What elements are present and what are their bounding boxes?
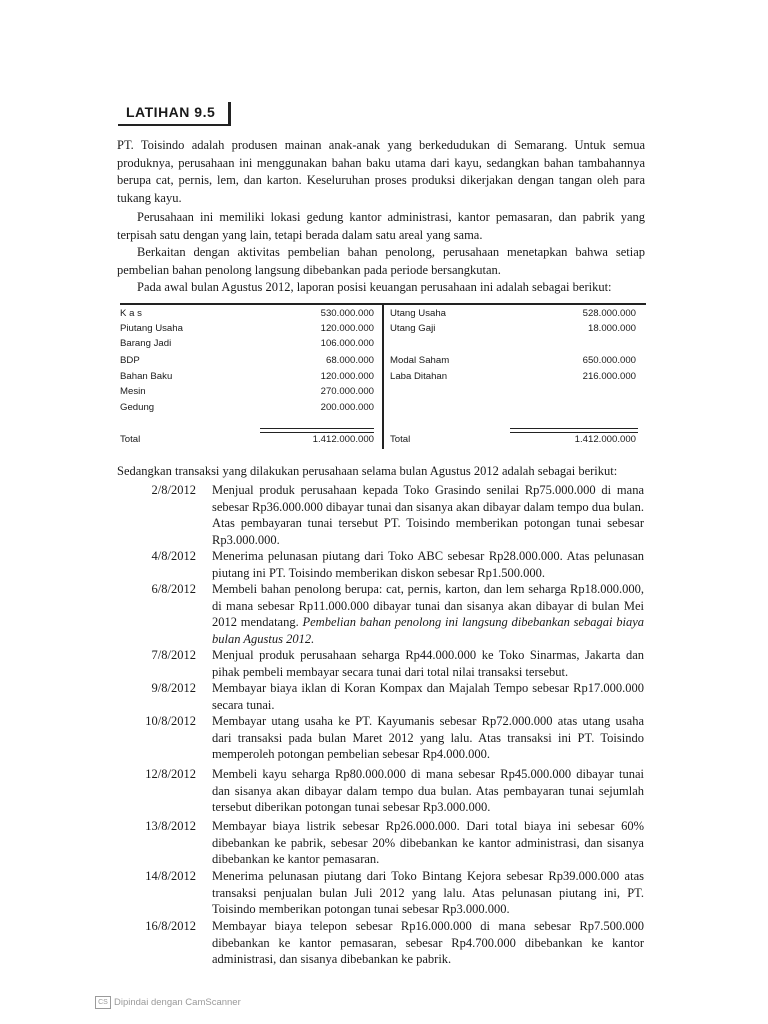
transaction-text: Membayar biaya listrik sebesar Rp26.000.000. Dari total biaya ini sebesar 60% dibebankan ke pabrik, sebesar 20% dibebankan ke kantor administrasi, dan sisanya dibebankan ke kantor pemasaran. xyxy=(212,819,644,866)
asset-row xyxy=(120,322,382,335)
liability-amount: 528.000.000 xyxy=(582,308,636,319)
asset-amount: 120.000.000 xyxy=(320,371,374,382)
transaction-date: 16/8/2012 xyxy=(145,919,196,933)
asset-total-amount: 1.412.000.000 xyxy=(312,434,374,445)
asset-amount: 68.000.000 xyxy=(325,355,374,366)
asset-amount: 106.000.000 xyxy=(320,338,374,349)
asset-row xyxy=(120,307,382,320)
transaction-date: 2/8/2012 xyxy=(151,483,196,497)
liability-amount: 650.000.000 xyxy=(582,355,636,366)
transaction-text: Menerima pelunasan piutang dari Toko Bintang Kejora sebesar Rp39.000.000 atas transaksi penjualan bulan Juli 2012 yang lalu. Atas pelunasan piutang ini, PT. Toisindo memberikan potongan tunai sebesar Rp3.000.000. xyxy=(212,869,644,916)
liability-total-label: Total xyxy=(390,434,411,445)
asset-amount: 270.000.000 xyxy=(320,386,374,397)
scanner-watermark xyxy=(95,996,241,1009)
transaction-date: 10/8/2012 xyxy=(145,714,196,728)
exercise-title: LATIHAN 9.5 xyxy=(126,104,216,120)
asset-label: Piutang Usaha xyxy=(120,323,183,334)
liability-row xyxy=(390,370,646,383)
balance-sheet xyxy=(120,303,646,449)
transaction-date: 9/8/2012 xyxy=(151,681,196,695)
liability-total-row xyxy=(390,433,646,446)
paragraph-policy: Berkaitan dengan aktivitas pembelian bahan penolong, perusahaan menetapkan bahwa setiap pembelian bahan penolong langsung dibebankan pada periode bersangkutan. xyxy=(117,245,645,277)
transaction-text-main: Membeli bahan penolong berupa: cat, pernis, karton, dan lem seharga Rp18.000.000, di mana sebesar Rp11.000.000 dibayar tunai dan sisanya akan dibayar di bulan Mei 2012 mendatang. xyxy=(212,582,644,629)
transaction-date: 6/8/2012 xyxy=(151,582,196,596)
asset-label: Barang Jadi xyxy=(120,338,172,349)
transaction-text xyxy=(212,581,644,647)
asset-label: K a s xyxy=(120,308,142,319)
exercise-heading xyxy=(118,102,231,126)
transaction-text: Menjual produk perusahaan seharga Rp44.000.000 ke Toko Sinarmas, Jakarta dan pihak pembeli membayar secara tunai dari total nilai transaksi tersebut. xyxy=(212,648,644,679)
transaction-text: Menjual produk perusahaan kepada Toko Grasindo senilai Rp75.000.000 di mana sebesar Rp36.000.000 dibayar tunai dan sisanya akan dibayar dalam tempo dua bulan. Atas pembayaran tunai tersebut PT. Toisindo memberikan potongan tunai sebesar Rp3.000.000. xyxy=(212,483,644,547)
asset-amount: 120.000.000 xyxy=(320,323,374,334)
balance-sheet-divider xyxy=(382,303,384,449)
transaction-text: Membayar biaya telepon sebesar Rp16.000.000 di mana sebesar Rp7.500.000 dibebankan ke kantor pemasaran, sebesar Rp4.700.000 dibebankan ke kantor administrasi, dan sisanya dibebankan ke pabrik. xyxy=(212,919,644,966)
asset-row xyxy=(120,401,382,414)
paragraph-intro: PT. Toisindo adalah produsen mainan anak-anak yang berkedudukan di Semarang. Untuk semua produknya, perusahaan ini menggunakan bahan baku utama dari kayu, sedangkan bahan tambahannya berupa cat, pernis, lem, dan karton. Keseluruhan proses produksi dikerjakan dengan tangan oleh para tukang kayu. xyxy=(117,138,645,205)
liability-row xyxy=(390,322,646,335)
transaction-date: 12/8/2012 xyxy=(145,767,196,781)
paragraph-balance-intro: Pada awal bulan Agustus 2012, laporan posisi keuangan perusahaan ini adalah sebagai berikut: xyxy=(137,280,612,294)
liability-amount: 18.000.000 xyxy=(587,323,636,334)
transaction-text: Membeli kayu seharga Rp80.000.000 di mana sebesar Rp45.000.000 dibayar tunai dan sisanya akan dibayar dalam tempo dua bulan. Atas pembayaran tunai sejumlah tersebut diberikan potongan tunai sebesar Rp3.000.000. xyxy=(212,767,644,814)
liability-total-amount: 1.412.000.000 xyxy=(574,434,636,445)
transaction-text: Membayar biaya iklan di Koran Kompax dan Majalah Tempo sebesar Rp17.000.000 secara tunai. xyxy=(212,681,644,712)
asset-amount: 200.000.000 xyxy=(320,402,374,413)
asset-row xyxy=(120,385,382,398)
transaction-text: Membayar utang usaha ke PT. Kayumanis sebesar Rp72.000.000 atas utang usaha dari transaksi pada bulan Maret 2012 yang lalu. Atas transaksi ini PT. Toisindo memperoleh potongan pembelian sebesar Rp4.000.000. xyxy=(212,714,644,761)
asset-row xyxy=(120,337,382,350)
liability-label: Utang Usaha xyxy=(390,308,446,319)
asset-amount: 530.000.000 xyxy=(320,308,374,319)
liability-label: Laba Ditahan xyxy=(390,371,448,382)
liability-label: Modal Saham xyxy=(390,355,450,366)
transactions-intro: Sedangkan transaksi yang dilakukan perusahaan selama bulan Agustus 2012 adalah sebagai berikut: xyxy=(117,464,618,478)
transaction-date: 14/8/2012 xyxy=(145,869,196,883)
transaction-date: 13/8/2012 xyxy=(145,819,196,833)
asset-total-row xyxy=(120,433,382,446)
liability-row xyxy=(390,354,646,367)
asset-label: BDP xyxy=(120,355,140,366)
transaction-date: 7/8/2012 xyxy=(151,648,196,662)
asset-row xyxy=(120,370,382,383)
liability-label: Utang Gaji xyxy=(390,323,436,334)
transaction-date: 4/8/2012 xyxy=(151,549,196,563)
camscanner-icon: CS xyxy=(95,996,111,1009)
transaction-text: Menerima pelunasan piutang dari Toko ABC sebesar Rp28.000.000. Atas pelunasan piutang ini PT. Toisindo memberikan diskon sebesar Rp1.500.000. xyxy=(212,549,644,580)
asset-row xyxy=(120,354,382,367)
transaction-note: Pembelian bahan penolong ini langsung dibebankan sebagai biaya bulan Agustus 2012. xyxy=(212,615,645,646)
asset-label: Gedung xyxy=(120,402,155,413)
liability-row xyxy=(390,307,646,320)
asset-total-label: Total xyxy=(120,434,141,445)
asset-label: Mesin xyxy=(120,386,146,397)
asset-label: Bahan Baku xyxy=(120,371,173,382)
scanner-watermark-text: Dipindai dengan CamScanner xyxy=(114,997,241,1009)
liability-amount: 216.000.000 xyxy=(582,371,636,382)
paragraph-location: Perusahaan ini memiliki lokasi gedung kantor administrasi, kantor pemasaran, dan pabrik yang terpisah satu dengan yang lain, tetapi berada dalam satu areal yang sama. xyxy=(117,210,645,242)
